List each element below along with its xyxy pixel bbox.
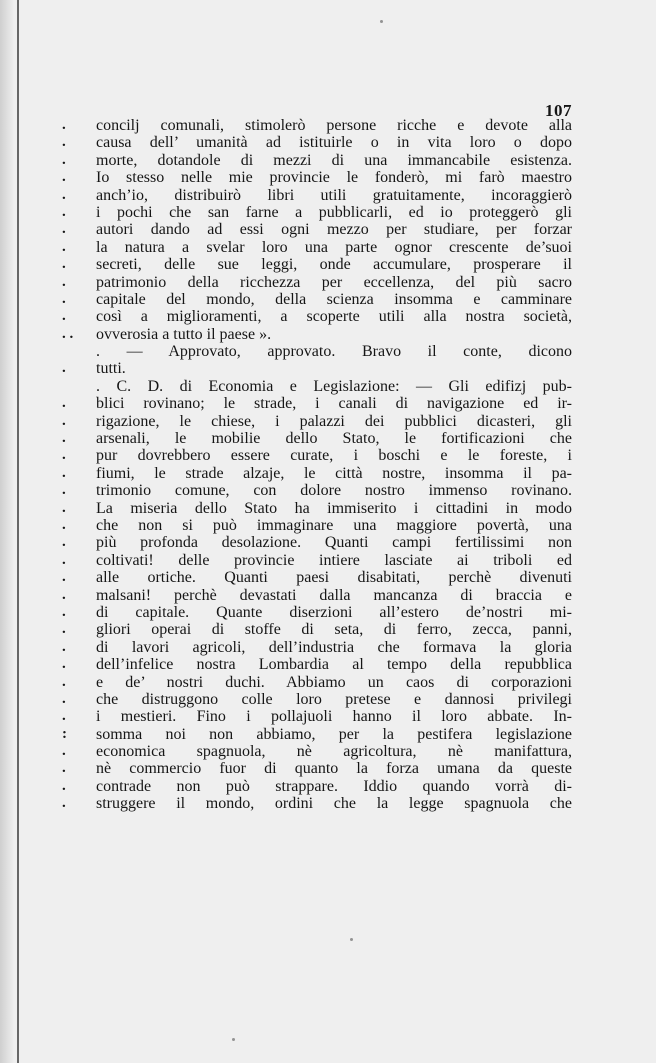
margin-marker: . bbox=[62, 603, 66, 620]
text-line bbox=[62, 134, 572, 152]
margin-marker: . bbox=[62, 169, 66, 186]
margin-marker: . bbox=[62, 673, 66, 690]
text-line bbox=[62, 238, 572, 256]
margin-marker: . bbox=[62, 708, 66, 725]
margin-marker: . bbox=[62, 499, 66, 516]
line-text: che non si può immaginare una maggiore povertà, una bbox=[96, 516, 572, 534]
text-line bbox=[62, 603, 572, 621]
text-line bbox=[62, 273, 572, 291]
line-text: somma noi non abbiamo, per la pestifera legislazione bbox=[96, 725, 572, 743]
spine-line bbox=[17, 0, 19, 1063]
line-text: nè commercio fuor di quanto la forza umana da queste bbox=[96, 760, 572, 778]
text-line bbox=[62, 586, 572, 604]
margin-marker: . bbox=[62, 447, 66, 464]
line-text: dell’infelice nostra Lombardia al tempo della repubblica bbox=[96, 656, 572, 674]
line-text: . C. D. di Economia e Legislazione: — Gli edifizj pub- bbox=[96, 377, 572, 395]
margin-marker: . bbox=[62, 412, 66, 429]
line-text: concilj comunali, stimolerò persone ricche e devote alla bbox=[96, 117, 572, 134]
gutter-shadow bbox=[0, 0, 14, 1063]
margin-marker: . bbox=[62, 482, 66, 499]
margin-marker: . bbox=[62, 638, 66, 655]
text-line bbox=[62, 447, 572, 465]
margin-marker: . bbox=[62, 273, 66, 290]
margin-marker: . bbox=[62, 117, 66, 133]
paper-speck bbox=[232, 1038, 235, 1041]
line-text: morte, dotandole di mezzi di una immancabile esistenza. bbox=[96, 151, 572, 169]
text-line bbox=[62, 290, 572, 308]
text-line bbox=[62, 412, 572, 430]
line-text: che distruggono colle loro pretese e dannosi privilegi bbox=[96, 690, 572, 708]
text-line bbox=[62, 117, 572, 134]
margin-marker: . bbox=[62, 569, 66, 586]
text-line bbox=[62, 325, 572, 343]
text-line bbox=[62, 760, 572, 778]
line-text: i pochi che san farne a pubblicarli, ed io proteggerò gli bbox=[96, 203, 572, 221]
line-text: rigazione, le chiese, i palazzi dei pubblici dicasteri, gli bbox=[96, 412, 572, 430]
margin-marker: . bbox=[62, 151, 66, 168]
line-text: anch’io, distribuirò libri utili gratuitamente, incoraggierò bbox=[96, 186, 572, 204]
text-line bbox=[62, 256, 572, 274]
margin-marker: . bbox=[62, 690, 66, 707]
line-text: e de’ nostri duchi. Abbiamo un caos di corporazioni bbox=[96, 673, 572, 691]
line-text: pur dovrebbero essere curate, i boschi e le foreste, i bbox=[96, 447, 572, 465]
text-line bbox=[62, 395, 572, 413]
text-line bbox=[62, 795, 572, 813]
margin-marker: . bbox=[62, 308, 66, 325]
text-line bbox=[62, 169, 572, 187]
line-text: più profonda desolazione. Quanti campi fertilissimi non bbox=[96, 534, 572, 552]
text-line bbox=[62, 725, 572, 743]
margin-marker: . bbox=[62, 430, 66, 447]
text-line bbox=[62, 516, 572, 534]
margin-marker: . bbox=[62, 795, 66, 812]
text-body bbox=[62, 117, 572, 813]
margin-marker: . bbox=[62, 551, 66, 568]
margin-marker: . bbox=[62, 238, 66, 255]
text-line bbox=[62, 621, 572, 639]
line-text: arsenali, le mobilie dello Stato, le fortificazioni che bbox=[96, 430, 572, 448]
text-line bbox=[62, 743, 572, 761]
text-line bbox=[62, 569, 572, 587]
text-line bbox=[62, 186, 572, 204]
margin-marker: . bbox=[62, 134, 66, 151]
margin-marker: . bbox=[62, 516, 66, 533]
line-text: i mestieri. Fino i pollajuoli hanno il loro abbate. In- bbox=[96, 708, 572, 726]
text-line bbox=[62, 221, 572, 239]
margin-marker: . bbox=[62, 534, 66, 551]
margin-marker: . bbox=[62, 777, 66, 794]
margin-marker: . bbox=[62, 290, 66, 307]
line-text: blici rovinano; le strade, i canali di navigazione ed ir- bbox=[96, 395, 572, 413]
line-text: contrade non può strappare. Iddio quando vorrà di- bbox=[96, 777, 572, 795]
text-line bbox=[96, 378, 572, 395]
margin-marker: . bbox=[62, 464, 66, 481]
margin-marker: . bbox=[62, 203, 66, 220]
text-line bbox=[62, 308, 572, 326]
line-text: patrimonio della ricchezza per eccellenza, del più sacro bbox=[96, 273, 572, 291]
line-text: fiumi, le strade alzaje, le città nostre, insomma il pa- bbox=[96, 464, 572, 482]
line-text: la natura a svelar loro una parte ognor crescente de’suoi bbox=[96, 238, 572, 256]
margin-marker: . bbox=[62, 360, 66, 377]
margin-marker: . bbox=[62, 186, 66, 203]
text-line bbox=[62, 656, 572, 674]
text-line bbox=[62, 638, 572, 656]
line-text: tutti. bbox=[96, 360, 126, 378]
margin-marker: . bbox=[62, 760, 66, 777]
line-text: Io stesso nelle mie provincie le fonderò, mi farò maestro bbox=[96, 169, 572, 187]
page-number: 107 bbox=[545, 101, 572, 120]
text-line bbox=[96, 343, 572, 360]
margin-marker: . bbox=[62, 395, 66, 412]
line-text: La miseria dello Stato ha immiserito i cittadini in modo bbox=[96, 499, 572, 517]
text-line bbox=[62, 534, 572, 552]
line-text: di lavori agricoli, dell’industria che formava la gloria bbox=[96, 638, 572, 656]
line-text: causa dell’ umanità ad istituirle o in vita loro o dopo bbox=[96, 134, 572, 152]
text-line bbox=[62, 690, 572, 708]
line-text: struggere il mondo, ordini che la legge spagnuola che bbox=[96, 795, 572, 813]
line-text: secreti, delle sue leggi, onde accumulare, prosperare il bbox=[96, 256, 572, 274]
text-line bbox=[62, 777, 572, 795]
line-text: coltivati! delle provincie intiere lasciate ai triboli ed bbox=[96, 551, 572, 569]
line-text: malsani! perchè devastati dalla mancanza di braccia e bbox=[96, 586, 572, 604]
line-text: . — Approvato, approvato. Bravo il conte, dicono bbox=[96, 343, 572, 361]
line-text: gliori operai di stoffe di seta, di ferro, zecca, panni, bbox=[96, 621, 572, 639]
text-line bbox=[62, 673, 572, 691]
text-line bbox=[62, 551, 572, 569]
text-line bbox=[62, 499, 572, 517]
paper-speck bbox=[380, 20, 383, 23]
line-text: capitale del mondo, della scienza insomma e camminare bbox=[96, 290, 572, 308]
margin-marker: . bbox=[62, 621, 66, 638]
text-line bbox=[62, 464, 572, 482]
margin-marker: . . bbox=[62, 325, 74, 342]
line-text: autori dando ad essi ogni mezzo per studiare, per forzar bbox=[96, 221, 572, 239]
paper-speck bbox=[350, 938, 353, 941]
line-text: trimonio comune, con dolore nostro immenso rovinano. bbox=[96, 482, 572, 500]
line-text: alle ortiche. Quanti paesi disabitati, perchè divenuti bbox=[96, 569, 572, 587]
text-line bbox=[62, 708, 572, 726]
text-line bbox=[62, 482, 572, 500]
margin-marker: . bbox=[62, 256, 66, 273]
line-text: ovverosia a tutto il paese ». bbox=[96, 325, 272, 343]
line-text: di capitale. Quante diserzioni all’estero de’nostri mi- bbox=[96, 603, 572, 621]
margin-marker: : bbox=[62, 725, 67, 742]
text-line bbox=[62, 430, 572, 448]
line-text: economica spagnuola, nè agricoltura, nè manifattura, bbox=[96, 743, 572, 761]
margin-marker: . bbox=[62, 656, 66, 673]
text-line bbox=[62, 151, 572, 169]
margin-marker: . bbox=[62, 221, 66, 238]
text-line bbox=[62, 360, 572, 378]
margin-marker: . bbox=[62, 586, 66, 603]
text-line bbox=[62, 203, 572, 221]
margin-marker: . bbox=[62, 743, 66, 760]
line-text: così a miglioramenti, a scoperte utili alla nostra società, bbox=[96, 308, 572, 326]
